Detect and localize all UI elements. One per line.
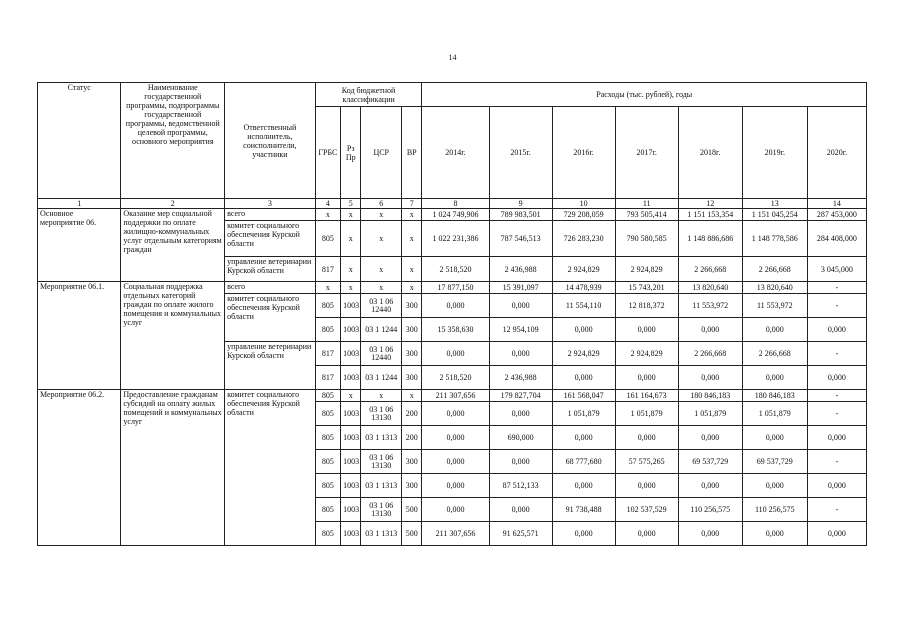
value-cell: 0,000: [552, 474, 615, 498]
col-number: 9: [489, 199, 552, 209]
value-cell: 287 453,000: [807, 209, 866, 221]
header-csr: ЦСР: [361, 107, 402, 199]
grbs-cell: х: [315, 282, 340, 294]
header-expenses: Расходы (тыс. рублей), годы: [422, 83, 867, 107]
col-number: 2: [121, 199, 225, 209]
value-cell: 91 738,488: [552, 498, 615, 522]
value-cell: 0,000: [615, 426, 678, 450]
responsible-cell: всего: [225, 209, 316, 221]
value-cell: -: [807, 450, 866, 474]
grbs-cell: 805: [315, 390, 340, 402]
responsible-cell: комитет социального обеспечения Курской области: [225, 390, 316, 546]
table-row: [38, 282, 867, 294]
responsible-cell: комитет социального обеспечения Курской области: [225, 221, 316, 257]
rzpr-cell: х: [341, 209, 361, 221]
vr-cell: х: [402, 257, 422, 282]
value-cell: 11 554,110: [552, 294, 615, 318]
rzpr-cell: 1003: [341, 318, 361, 342]
value-cell: 0,000: [678, 426, 742, 450]
header-year: 2020г.: [807, 107, 866, 199]
vr-cell: 300: [402, 294, 422, 318]
value-cell: -: [807, 402, 866, 426]
value-cell: -: [807, 294, 866, 318]
value-cell: 211 307,656: [422, 390, 489, 402]
col-number: 13: [742, 199, 807, 209]
value-cell: 0,000: [615, 318, 678, 342]
vr-cell: 300: [402, 474, 422, 498]
header-name: Наименование государственной программы, подпрограммы государственной программы, ведомственной целевой программы, основного мероприятия: [121, 83, 225, 199]
header-year: 2014г.: [422, 107, 489, 199]
value-cell: 161 568,047: [552, 390, 615, 402]
col-number: 6: [361, 199, 402, 209]
vr-cell: х: [402, 221, 422, 257]
csr-cell: 03 1 1313: [361, 426, 402, 450]
rzpr-cell: х: [341, 282, 361, 294]
value-cell: 0,000: [678, 474, 742, 498]
value-cell: 91 625,571: [489, 522, 552, 546]
value-cell: 284 408,000: [807, 221, 866, 257]
value-cell: 69 537,729: [742, 450, 807, 474]
value-cell: 726 283,230: [552, 221, 615, 257]
value-cell: 12 954,109: [489, 318, 552, 342]
value-cell: 0,000: [807, 522, 866, 546]
col-number: 3: [225, 199, 316, 209]
responsible-cell: всего: [225, 282, 316, 294]
value-cell: 180 846,183: [742, 390, 807, 402]
header-year: 2016г.: [552, 107, 615, 199]
rzpr-cell: 1003: [341, 402, 361, 426]
vr-cell: х: [402, 282, 422, 294]
col-number: 4: [315, 199, 340, 209]
header-grbs: ГРБС: [315, 107, 340, 199]
value-cell: 0,000: [422, 426, 489, 450]
value-cell: 0,000: [422, 498, 489, 522]
value-cell: 0,000: [422, 294, 489, 318]
value-cell: 0,000: [552, 366, 615, 390]
grbs-cell: х: [315, 209, 340, 221]
grbs-cell: 805: [315, 294, 340, 318]
csr-cell: х: [361, 209, 402, 221]
csr-cell: х: [361, 221, 402, 257]
value-cell: 729 208,059: [552, 209, 615, 221]
vr-cell: 500: [402, 522, 422, 546]
responsible-cell: управление ветеринарии Курской области: [225, 257, 316, 282]
value-cell: 2 436,988: [489, 257, 552, 282]
value-cell: 0,000: [807, 318, 866, 342]
value-cell: 179 827,704: [489, 390, 552, 402]
value-cell: 17 877,150: [422, 282, 489, 294]
value-cell: 0,000: [489, 498, 552, 522]
csr-cell: 03 1 06 13130: [361, 450, 402, 474]
value-cell: 0,000: [807, 426, 866, 450]
grbs-cell: 817: [315, 342, 340, 366]
value-cell: 1 051,879: [742, 402, 807, 426]
value-cell: 0,000: [489, 402, 552, 426]
col-number: 7: [402, 199, 422, 209]
grbs-cell: 805: [315, 318, 340, 342]
value-cell: 789 983,501: [489, 209, 552, 221]
rzpr-cell: х: [341, 221, 361, 257]
csr-cell: х: [361, 390, 402, 402]
csr-cell: 03 1 06 12440: [361, 294, 402, 318]
value-cell: 0,000: [552, 426, 615, 450]
value-cell: 1 151 045,254: [742, 209, 807, 221]
rzpr-cell: 1003: [341, 450, 361, 474]
csr-cell: 03 1 1244: [361, 318, 402, 342]
value-cell: 1 051,879: [552, 402, 615, 426]
value-cell: 0,000: [552, 522, 615, 546]
rzpr-cell: х: [341, 257, 361, 282]
col-number: 1: [38, 199, 121, 209]
csr-cell: х: [361, 257, 402, 282]
value-cell: 0,000: [422, 402, 489, 426]
value-cell: 0,000: [742, 318, 807, 342]
value-cell: -: [807, 390, 866, 402]
value-cell: 0,000: [678, 318, 742, 342]
header-year: 2015г.: [489, 107, 552, 199]
grbs-cell: 805: [315, 498, 340, 522]
page-number: 14: [448, 53, 457, 62]
vr-cell: 300: [402, 366, 422, 390]
value-cell: 793 505,414: [615, 209, 678, 221]
col-number: 12: [678, 199, 742, 209]
name-cell: Социальная поддержка отдельных категорий граждан по оплате жилого помещения и коммунальных услуг: [121, 282, 225, 390]
value-cell: 0,000: [615, 474, 678, 498]
value-cell: 0,000: [615, 522, 678, 546]
value-cell: 2 266,668: [678, 342, 742, 366]
budget-table: [37, 82, 867, 546]
col-number: 10: [552, 199, 615, 209]
status-cell: Основное мероприятие 06.: [38, 209, 121, 282]
grbs-cell: 805: [315, 474, 340, 498]
vr-cell: 200: [402, 402, 422, 426]
rzpr-cell: 1003: [341, 294, 361, 318]
vr-cell: 200: [402, 426, 422, 450]
col-number: 8: [422, 199, 489, 209]
vr-cell: х: [402, 209, 422, 221]
value-cell: -: [807, 282, 866, 294]
col-number: 5: [341, 199, 361, 209]
header-year: 2017г.: [615, 107, 678, 199]
value-cell: 690,000: [489, 426, 552, 450]
value-cell: 13 820,640: [742, 282, 807, 294]
value-cell: 0,000: [489, 294, 552, 318]
grbs-cell: 805: [315, 426, 340, 450]
value-cell: 2 436,988: [489, 366, 552, 390]
value-cell: 102 537,529: [615, 498, 678, 522]
col-number: 11: [615, 199, 678, 209]
header-vr: ВР: [402, 107, 422, 199]
vr-cell: 300: [402, 450, 422, 474]
grbs-cell: 805: [315, 402, 340, 426]
value-cell: 110 256,575: [742, 498, 807, 522]
vr-cell: 300: [402, 342, 422, 366]
value-cell: 15 391,097: [489, 282, 552, 294]
value-cell: 0,000: [742, 474, 807, 498]
value-cell: 0,000: [678, 522, 742, 546]
value-cell: 180 846,183: [678, 390, 742, 402]
value-cell: 0,000: [742, 366, 807, 390]
value-cell: 0,000: [422, 342, 489, 366]
grbs-cell: 817: [315, 366, 340, 390]
value-cell: 1 148 778,586: [742, 221, 807, 257]
value-cell: 11 553,972: [742, 294, 807, 318]
grbs-cell: 805: [315, 522, 340, 546]
value-cell: -: [807, 342, 866, 366]
rzpr-cell: 1003: [341, 426, 361, 450]
value-cell: 2 266,668: [742, 342, 807, 366]
value-cell: 110 256,575: [678, 498, 742, 522]
value-cell: -: [807, 498, 866, 522]
grbs-cell: 805: [315, 450, 340, 474]
value-cell: 2 924,829: [615, 257, 678, 282]
value-cell: 0,000: [807, 366, 866, 390]
value-cell: 12 818,372: [615, 294, 678, 318]
value-cell: 11 553,972: [678, 294, 742, 318]
header-year: 2019г.: [742, 107, 807, 199]
header-rzpr: Рз Пр: [341, 107, 361, 199]
value-cell: 161 164,673: [615, 390, 678, 402]
value-cell: 68 777,680: [552, 450, 615, 474]
csr-cell: 03 1 06 13130: [361, 402, 402, 426]
value-cell: 1 151 153,354: [678, 209, 742, 221]
status-cell: Мероприятие 06.1.: [38, 282, 121, 390]
value-cell: 2 924,829: [615, 342, 678, 366]
rzpr-cell: 1003: [341, 522, 361, 546]
value-cell: 57 575,265: [615, 450, 678, 474]
value-cell: 15 743,201: [615, 282, 678, 294]
header-year: 2018г.: [678, 107, 742, 199]
value-cell: 0,000: [742, 426, 807, 450]
value-cell: 15 358,630: [422, 318, 489, 342]
value-cell: 0,000: [742, 522, 807, 546]
name-cell: Предоставление гражданам субсидий на оплату жилых помещений и коммунальных услуг: [121, 390, 225, 546]
header-status: Статус: [38, 83, 121, 199]
vr-cell: х: [402, 390, 422, 402]
value-cell: 87 512,133: [489, 474, 552, 498]
status-cell: Мероприятие 06.2.: [38, 390, 121, 546]
value-cell: 1 024 749,906: [422, 209, 489, 221]
grbs-cell: 805: [315, 221, 340, 257]
rzpr-cell: 1003: [341, 366, 361, 390]
value-cell: 1 051,879: [615, 402, 678, 426]
value-cell: 69 537,729: [678, 450, 742, 474]
vr-cell: 300: [402, 318, 422, 342]
value-cell: 211 307,656: [422, 522, 489, 546]
value-cell: 2 924,829: [552, 257, 615, 282]
value-cell: 0,000: [678, 366, 742, 390]
header-responsible: Ответственный исполнитель, соисполнители, участники: [225, 83, 316, 199]
rzpr-cell: х: [341, 390, 361, 402]
value-cell: 2 924,829: [552, 342, 615, 366]
name-cell: Оказание мер социальной поддержки по оплате жилищно-коммунальных услуг отдельным категориям граждан: [121, 209, 225, 282]
value-cell: 790 580,585: [615, 221, 678, 257]
table-row: [38, 209, 867, 221]
value-cell: 0,000: [422, 450, 489, 474]
value-cell: 2 266,668: [678, 257, 742, 282]
value-cell: 1 148 886,686: [678, 221, 742, 257]
rzpr-cell: 1003: [341, 474, 361, 498]
value-cell: 0,000: [489, 450, 552, 474]
rzpr-cell: 1003: [341, 498, 361, 522]
value-cell: 2 518,520: [422, 257, 489, 282]
value-cell: 0,000: [422, 474, 489, 498]
csr-cell: х: [361, 282, 402, 294]
value-cell: 0,000: [489, 342, 552, 366]
csr-cell: 03 1 1313: [361, 522, 402, 546]
value-cell: 2 266,668: [742, 257, 807, 282]
value-cell: 0,000: [807, 474, 866, 498]
value-cell: 14 478,939: [552, 282, 615, 294]
rzpr-cell: 1003: [341, 342, 361, 366]
csr-cell: 03 1 1313: [361, 474, 402, 498]
csr-cell: 03 1 06 13130: [361, 498, 402, 522]
col-number: 14: [807, 199, 866, 209]
value-cell: 787 546,513: [489, 221, 552, 257]
grbs-cell: 817: [315, 257, 340, 282]
responsible-cell: комитет социального обеспечения Курской области: [225, 294, 316, 342]
table-row: [38, 390, 867, 402]
vr-cell: 500: [402, 498, 422, 522]
csr-cell: 03 1 1244: [361, 366, 402, 390]
value-cell: 0,000: [615, 366, 678, 390]
csr-cell: 03 1 06 12440: [361, 342, 402, 366]
value-cell: 1 051,879: [678, 402, 742, 426]
header-budget-code: Код бюджетной классификации: [315, 83, 422, 107]
value-cell: 2 518,520: [422, 366, 489, 390]
value-cell: 1 022 231,386: [422, 221, 489, 257]
responsible-cell: управление ветеринарии Курской области: [225, 342, 316, 390]
value-cell: 0,000: [552, 318, 615, 342]
value-cell: 3 045,000: [807, 257, 866, 282]
value-cell: 13 820,640: [678, 282, 742, 294]
